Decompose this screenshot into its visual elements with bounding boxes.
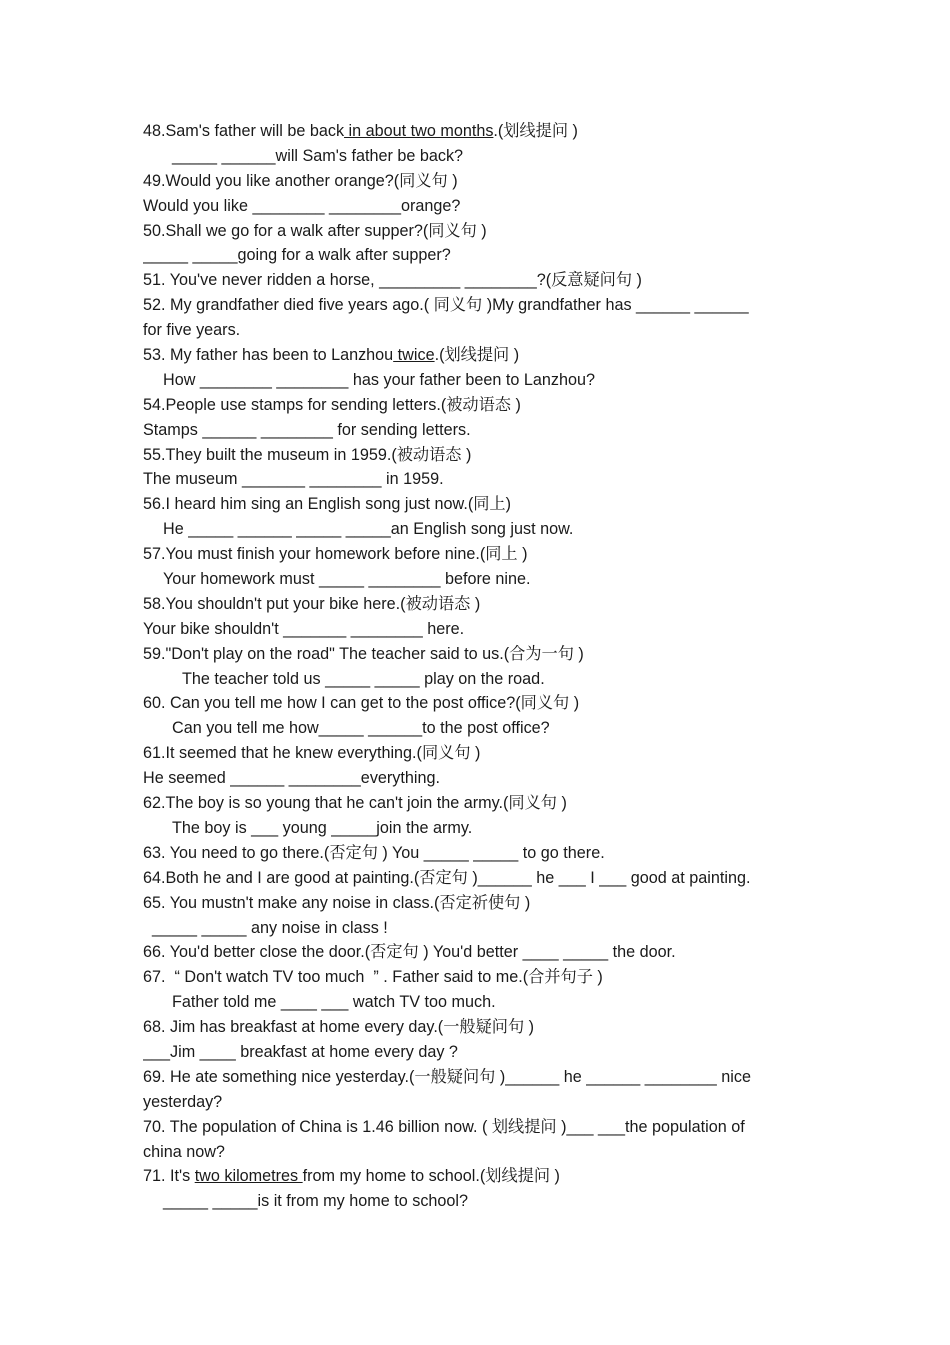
- exercise-line: 58.You shouldn't put your bike here.(被动语态 ): [143, 594, 481, 613]
- exercise-line: 65. You mustn't make any noise in class.(否定祈使句 ): [143, 893, 531, 912]
- exercise-line: Stamps ______ ________ for sending letters.: [143, 420, 471, 439]
- exercise-line: ___Jim ____ breakfast at home every day ?: [143, 1042, 458, 1061]
- exercise-line: 50.Shall we go for a walk after supper?(同义句 ): [143, 221, 487, 240]
- exercise-line: 70. The population of China is 1.46 billion now. ( 划线提问 )___ ___the population of: [143, 1117, 745, 1136]
- exercise-line: 67. “ Don't watch TV too much ” . Father said to me.(合并句子 ): [143, 968, 603, 987]
- exercise-line: 60. Can you tell me how I can get to the post office?(同义句 ): [143, 694, 580, 713]
- exercise-line: Your homework must _____ ________ before nine.: [163, 570, 531, 589]
- exercise-line: 59."Don't play on the road" The teacher said to us.(合为一句 ): [143, 644, 584, 663]
- exercise-line: He _____ ______ _____ _____an English song just now.: [163, 520, 574, 539]
- exercise-line: 66. You'd better close the door.(否定句 ) You'd better ____ _____ the door.: [143, 943, 676, 962]
- underlined-phrase: twice: [393, 346, 435, 365]
- exercise-line: 55.They built the museum in 1959.(被动语态 ): [143, 445, 472, 464]
- exercise-line: 71. It's two kilometres from my home to school.(划线提问 ): [143, 1167, 560, 1186]
- exercise-line: 52. My grandfather died five years ago.( 同义句 )My grandfather has ______ ______: [143, 296, 749, 315]
- exercise-line: 51. You've never ridden a horse, _________ ________?(反意疑问句 ): [143, 271, 642, 290]
- exercise-line: Can you tell me how_____ ______to the post office?: [172, 719, 550, 738]
- underlined-phrase: two kilometres: [194, 1167, 303, 1186]
- exercise-line: Father told me ____ ___ watch TV too much.: [172, 993, 496, 1012]
- exercise-line: How ________ ________ has your father been to Lanzhou?: [163, 370, 596, 389]
- exercise-line: _____ ______will Sam's father be back?: [172, 146, 464, 165]
- exercise-list: [143, 119, 813, 1214]
- underlined-phrase: in about two months: [344, 122, 494, 140]
- exercise-line: 49.Would you like another orange?(同义句 ): [143, 171, 458, 190]
- exercise-line: 57.You must finish your homework before nine.(同上 ): [143, 545, 528, 564]
- exercise-line: 63. You need to go there.(否定句 ) You _____ _____ to go there.: [143, 843, 605, 862]
- exercise-line: 53. My father has been to Lanzhou twice.(划线提问 ): [143, 346, 520, 365]
- exercise-line: 54.People use stamps for sending letters.(被动语态 ): [143, 395, 521, 414]
- exercise-line: 69. He ate something nice yesterday.(一般疑问句 )______ he ______ ________ nice: [143, 1067, 752, 1086]
- exercise-line: 48.Sam's father will be back in about two months.(划线提问 ): [143, 122, 578, 140]
- exercise-line: 61.It seemed that he knew everything.(同义句 ): [143, 744, 481, 763]
- exercise-line: 68. Jim has breakfast at home every day.(一般疑问句 ): [143, 1018, 535, 1037]
- exercise-line: He seemed ______ ________everything.: [143, 769, 440, 788]
- exercise-line: _____ _____going for a walk after supper?: [143, 246, 451, 265]
- exercise-line: The museum _______ ________ in 1959.: [143, 470, 444, 489]
- exercise-line: _____ _____is it from my home to school?: [163, 1192, 469, 1211]
- exercise-line: for five years.: [143, 321, 241, 340]
- exercise-line: Would you like ________ ________orange?: [143, 196, 461, 215]
- exercise-line: _____ _____ any noise in class !: [152, 918, 388, 937]
- exercise-line: 64.Both he and I are good at painting.(否定句 )______ he ___ I ___ good at painting.: [143, 868, 751, 887]
- exercise-line: 62.The boy is so young that he can't join the army.(同义句 ): [143, 794, 567, 813]
- exercise-line: The teacher told us _____ _____ play on the road.: [182, 669, 545, 688]
- exercise-line: The boy is ___ young _____join the army.: [172, 818, 473, 837]
- exercise-line: yesterday?: [143, 1092, 223, 1111]
- exercise-line: Your bike shouldn't _______ ________ here.: [143, 619, 465, 638]
- exercise-line: 56.I heard him sing an English song just now.(同上): [143, 495, 512, 514]
- exercise-line: china now?: [143, 1142, 225, 1161]
